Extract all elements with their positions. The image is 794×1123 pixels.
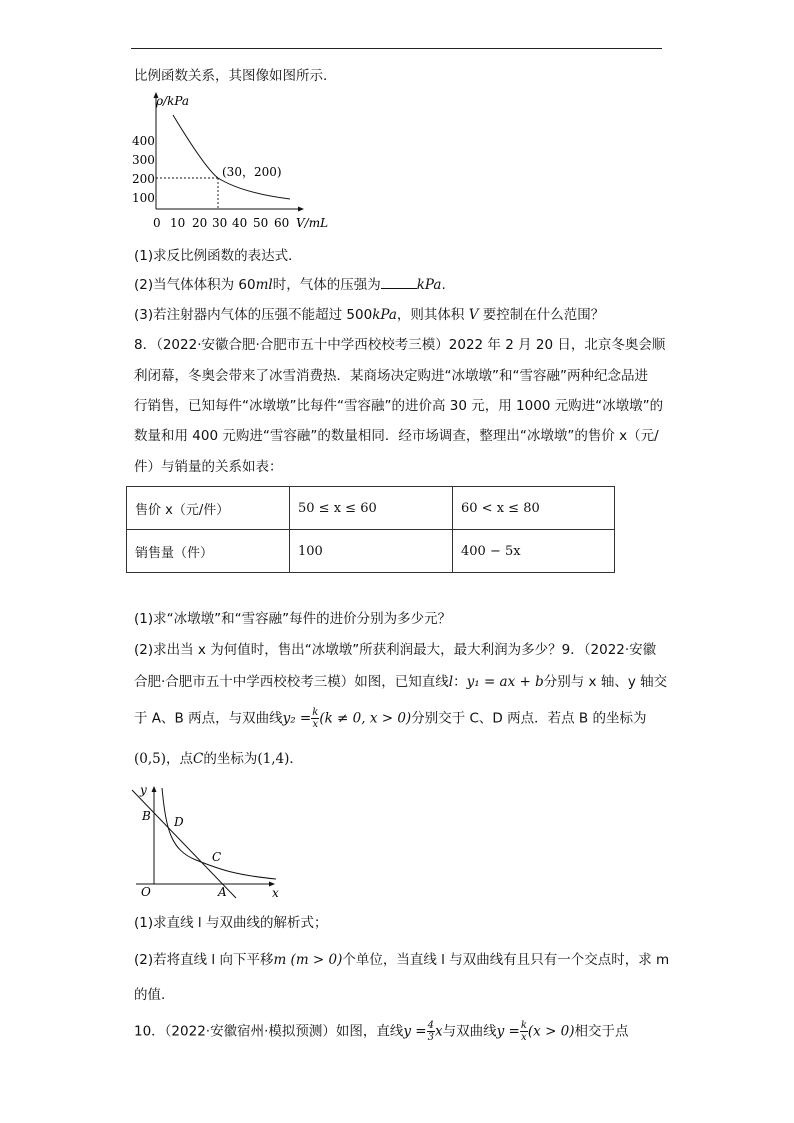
point-d-label: D	[174, 815, 184, 829]
x-tick: 50	[253, 216, 269, 230]
q9-line2: 合肥·合肥市五十中学西校校考三模）如图，已知直线l：y₁ = ax + b分别与 x 轴、y 轴交	[134, 674, 668, 690]
point-c-label: C	[212, 850, 222, 864]
y-tick: 200	[132, 172, 155, 186]
x-tick: 40	[232, 216, 248, 230]
intro-line: 比例函数关系，其图像如图所示．	[134, 68, 337, 84]
x-tick: 30	[212, 216, 228, 230]
table-cell: 100	[290, 530, 453, 573]
table-cell: 销售量（件）	[127, 530, 290, 573]
x-axis-label: V/mL	[296, 216, 329, 230]
table-row	[127, 530, 615, 573]
origin-label: O	[141, 885, 151, 899]
pressure-volume-graph	[130, 88, 340, 236]
y-tick: 400	[132, 134, 155, 148]
q9-line3: 于 A、B 两点，与双曲线y₂ = $\frac{k}{x}$ (k ≠ 0, x > 0)分别交于 C、D 两点．若点 B 的坐标为	[134, 707, 647, 730]
q8-line: 件）与销量的关系如表：	[134, 459, 283, 475]
q9-line4: (0,5)，点C的坐标为(1,4)．	[134, 751, 303, 767]
point-b-label: B	[142, 809, 151, 823]
table-row	[127, 487, 615, 530]
answer-blank[interactable]	[381, 276, 417, 289]
fraction-4-over-3: $\frac{4}{3}$	[427, 1020, 434, 1043]
q9-part2: (2)若将直线 l 向下平移m (m > 0)个单位，当直线 l 与双曲线有且只有一个交点时，求 m	[134, 952, 670, 968]
table-cell: 售价 x（元/件）	[127, 487, 290, 530]
y-tick: 300	[132, 153, 155, 167]
q7-part2: (2)当气体体积为 60ml时，气体的压强为 kPa.	[134, 277, 446, 293]
table-cell: 60 < x ≤ 80	[453, 487, 615, 530]
fraction-k-over-x: $\frac{k}{x}$	[312, 707, 319, 730]
q7-part3: (3)若注射器内气体的压强不能超过 500kPa，则其体积 V 要控制在什么范围？	[134, 307, 605, 323]
x-tick: 60	[274, 216, 290, 230]
table-cell: 400 − 5x	[453, 530, 615, 573]
table-cell: 50 ≤ x ≤ 60	[290, 487, 453, 530]
x-axis-label: x	[272, 886, 279, 900]
hyperbola-curve	[162, 788, 276, 879]
q8-line: 行销售，已知每件“冰墩墩”比每件“雪容融”的进价高 30 元，用 1000 元购进“冰墩墩”的	[134, 398, 664, 414]
x-tick: 10	[170, 216, 186, 230]
fraction-k-over-x: $\frac{k}{x}$	[520, 1020, 527, 1043]
line-l	[132, 790, 236, 898]
q8-part2: (2)求出当 x 为何值时，售出“冰墩墩”所获利润最大，最大利润为多少？9．（2022·安徽	[134, 642, 657, 658]
q10-line1: 10．（2022·安徽宿州·模拟预测）如图，直线y = $\frac{4}{3}$ x与双曲线y = $\frac{k}{x}$ (x > 0)相交于点	[134, 1020, 629, 1043]
inverse-curve	[173, 115, 290, 199]
y-axis-label: ρ/kPa	[156, 94, 190, 108]
price-sales-table	[126, 486, 615, 573]
point-a-label: A	[218, 885, 227, 899]
q8-line: 利闭幕，冬奥会带来了冰雪消费热．某商场决定购进“冰墩墩”和“雪容融”两种纪念品进	[134, 368, 648, 384]
q8-part1: (1)求“冰墩墩”和“雪容融”每件的进价分别为多少元？	[134, 611, 452, 627]
q8-line: 8．（2022·安徽合肥·合肥市五十中学西校校考三模）2022 年 2 月 20 日，北京冬奥会顺	[134, 337, 666, 353]
header-rule	[131, 48, 662, 49]
q8-line: 数量和用 400 元购进“雪容融”的数量相同．经市场调查，整理出“冰墩墩”的售价 x（元/	[134, 428, 659, 444]
line-hyperbola-graph	[126, 780, 286, 900]
y-axis-label: y	[140, 783, 147, 797]
x-tick: 20	[192, 216, 208, 230]
x-tick: 0	[153, 216, 161, 230]
y-tick: 100	[132, 191, 155, 205]
q7-part1: (1)求反比例函数的表达式．	[134, 248, 302, 264]
q9-part2-cont: 的值．	[134, 987, 175, 1003]
point-label: (30，200)	[222, 165, 282, 179]
q9-part1: (1)求直线 l 与双曲线的解析式；	[134, 915, 328, 931]
